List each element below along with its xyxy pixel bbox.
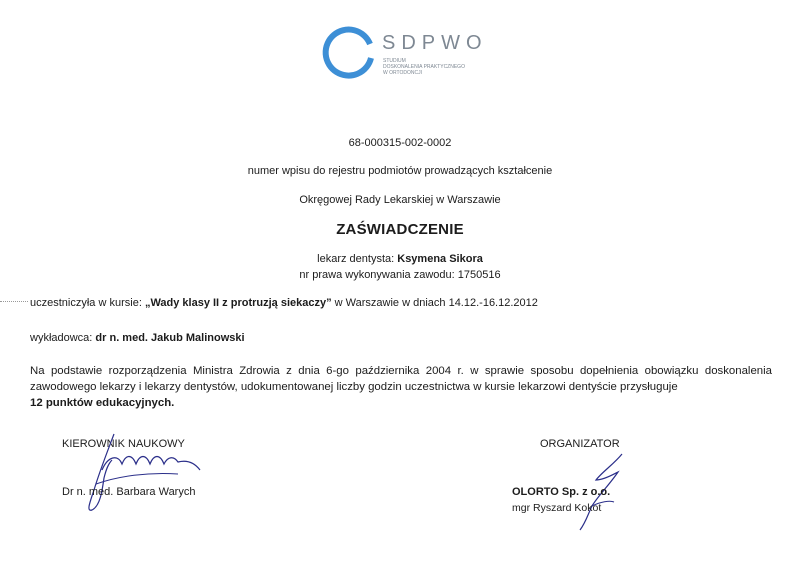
organizer-company: OLORTO Sp. z o.o. (512, 486, 611, 498)
paragraph-text: Na podstawie rozporządzenia Ministra Zdrowia z dnia 6-go października 2004 r. w sprawie sposobu dopełnienia obowiązku doskonalenia zawodowego lekarzy i lekarzy dentystów, udokumentowanej liczby godzin uczestnictwa w kursie lekarzowi dentyście przysługuje (30, 365, 772, 393)
legal-paragraph (30, 363, 772, 411)
course-prefix: uczestniczyła w kursie: (30, 297, 142, 309)
lecturer-name: dr n. med. Jakub Malinowski (95, 332, 245, 344)
logo-subtitle-line: DOSKONALENIA PRAKTYCZNEGO (383, 64, 465, 70)
organizer-role: ORGANIZATOR (540, 438, 620, 450)
education-points: 12 punktów edukacyjnych. (30, 397, 175, 409)
logo-subtitle-line: W ORTODONCJI (383, 70, 422, 76)
chamber-name: Okręgowej Rady Lekarskiej w Warszawie (299, 194, 501, 206)
logo-ring-icon (320, 24, 376, 80)
margin-dotted-line (0, 301, 28, 302)
registry-description: numer wpisu do rejestru podmiotów prowadzących kształcenie (247, 165, 553, 177)
license-number: 1750516 (457, 269, 501, 281)
doctor-label: lekarz dentysta: (317, 253, 395, 265)
license-line (0, 269, 800, 281)
doctor-name: Ksymena Sikora (397, 253, 483, 265)
logo-subtitle-line: STUDIUM (383, 58, 406, 64)
scientific-director-role: KIEROWNIK NAUKOWY (62, 438, 185, 450)
course-suffix: w Warszawie w dniach 14.12.-16.12.2012 (334, 297, 538, 309)
lecturer-label: wykładowca: (30, 332, 93, 344)
scientific-director-signature-icon (78, 430, 208, 520)
course-line (30, 297, 538, 309)
doctor-line (0, 253, 800, 265)
license-label: nr prawa wykonywania zawodu: (299, 269, 455, 281)
lecturer-line (30, 332, 245, 344)
course-name: „Wady klasy II z protruzją siekaczy” (144, 297, 332, 309)
sdpwo-logo (320, 24, 490, 80)
organizer-name: mgr Ryszard Kokot (512, 502, 602, 514)
logo-subtitle (383, 58, 473, 76)
scientific-director-name: Dr n. med. Barbara Warych (62, 486, 196, 498)
registry-number: 68-000315-002-0002 (348, 137, 452, 149)
logo-name: SDPWO (382, 32, 488, 54)
document-title: ZAŚWIADCZENIE (336, 221, 464, 238)
